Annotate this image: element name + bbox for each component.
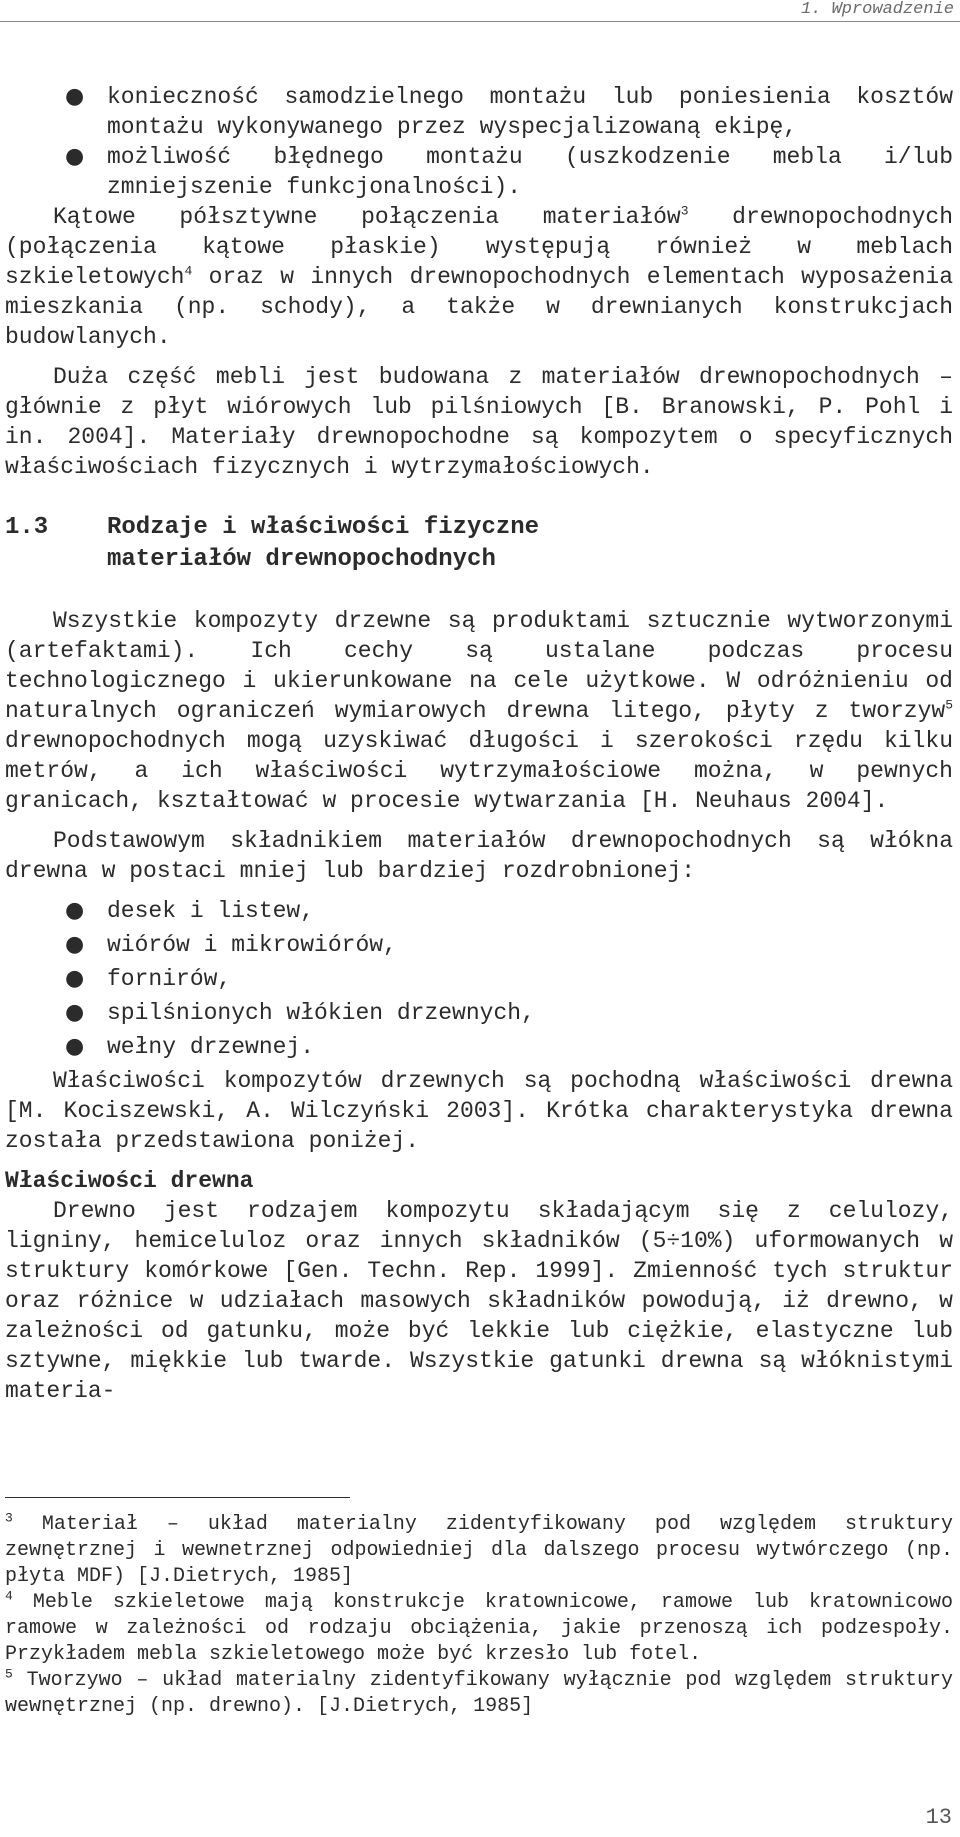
paragraph-composites <box>5 606 953 816</box>
footnote-number: 4 <box>5 1588 13 1604</box>
footnote-number: 5 <box>5 1666 13 1682</box>
footnote-ref-4[interactable]: 4 <box>184 263 193 279</box>
header-rule <box>0 21 960 22</box>
paragraph-text: Kątowe półsztywne połączenia materiałów <box>53 204 681 230</box>
section-title-line: materiałów drewnopochodnych <box>107 546 496 573</box>
paragraph-basic-component: Podstawowym składnikiem materiałów drewnopochodnych są włókna drewna w postaci mniej lub bardziej rozdrobnionej: <box>5 828 953 884</box>
footnote-text: Meble szkieletowe mają konstrukcje kratownicowe, ramowe lub kratownicowo ramowe w zależności od rodzaju obciążenia, jakie przenoszą ich podzespoły. Przykładem mebla szkieletowego może być krzesło lub fotel. <box>5 1591 953 1666</box>
list-item <box>5 964 953 994</box>
main-content <box>5 82 953 1406</box>
bullet-list-drawbacks <box>5 82 953 202</box>
list-item-text: konieczność samodzielnego montażu lub poniesienia kosztów montażu wykonywanego przez wyspecjalizowaną ekipę, <box>107 84 953 140</box>
list-item <box>5 1032 953 1062</box>
footnote-ref-3[interactable]: 3 <box>680 203 689 219</box>
list-item <box>5 142 953 202</box>
section-heading <box>5 512 953 576</box>
bullet-icon: ● <box>65 144 85 169</box>
list-item-text: możliwość błędnego montażu (uszkodzenie mebla i/lub zmniejszenie funkcjonalności). <box>107 144 953 200</box>
footnotes <box>5 1512 953 1720</box>
list-item-text: spilśnionych włókien drzewnych, <box>107 1000 535 1026</box>
bullet-icon: ● <box>65 1000 85 1025</box>
footnote-ref-5[interactable]: 5 <box>945 697 953 713</box>
bullet-icon: ● <box>65 932 85 957</box>
paragraph-text: oraz w innych drewnopochodnych elementach wyposażenia mieszkania (np. schody), a także w drewnianych konstrukcjach budowlanych. <box>5 264 953 350</box>
paragraph-text: drewnopochodnych mogą uzyskiwać długości i szerokości rzędu kilku metrów, a ich właściwości wytrzymałościowe można, w pewnych granicach, kształtować w procesie wytwarzania [H. Neuhaus 2004]. <box>5 728 953 814</box>
section-number: 1.3 <box>5 514 49 541</box>
list-item <box>5 896 953 926</box>
list-item <box>5 82 953 142</box>
bullet-list-wood-forms <box>5 896 953 1062</box>
footnote-text: Tworzywo – układ materialny zidentyfikowany wyłącznie pod względem struktury wewnętrznej (np. drewno). [J.Dietrych, 1985] <box>5 1669 953 1718</box>
page-number: 13 <box>925 1805 952 1830</box>
paragraph-composite-properties: Właściwości kompozytów drzewnych są pochodną właściwości drewna [M. Kociszewski, A. Wilczyński 2003]. Krótka charakterystyka drewna została przedstawiona poniżej. <box>5 1068 953 1154</box>
list-item-text: wiórów i mikrowiórów, <box>107 932 397 958</box>
list-item <box>5 930 953 960</box>
running-header: 1. Wprowadzenie <box>800 0 954 19</box>
paragraph-wood-description: Drewno jest rodzajem kompozytu składającym się z celulozy, ligniny, hemiceluloz oraz innych składników (5÷10%) uformowanych w struktury komórkowe [Gen. Techn. Rep. 1999]. Zmienność tych struktur oraz różnice w udziałach masowych składników powodują, iż drewno, w zależności od gatunku, może być lekkie lub ciężkie, elastyczne lub sztywne, miękkie lub twarde. Wszystkie gatunki drewna są włóknistymi materia- <box>5 1198 953 1404</box>
footnote-4 <box>5 1590 953 1668</box>
list-item-text: desek i listew, <box>107 898 315 924</box>
paragraph-text: Wszystkie kompozyty drzewne są produktami sztucznie wytworzonymi (artefaktami). Ich cechy są ustalane podczas procesu technologicznego i ukierunkowane na cele użytkowe. W odróżnieniu od naturalnych ograniczeń wymiarowych drewna litego, płyty z tworzyw <box>5 608 953 724</box>
bullet-icon: ● <box>65 84 85 109</box>
paragraph-furniture-materials: Duża część mebli jest budowana z materiałów drewnopochodnych – głównie z płyt wiórowych lub pilśniowych [B. Branowski, P. Pohl i in. 2004]. Materiały drewnopochodne są kompozytem o specyficznych właściwościach fizycznych i wytrzymałościowych. <box>5 364 953 480</box>
bullet-icon: ● <box>65 898 85 923</box>
footnote-3 <box>5 1512 953 1590</box>
list-item-text: wełny drzewnej. <box>107 1034 315 1060</box>
paragraph-angle-joints <box>5 202 953 352</box>
bullet-icon: ● <box>65 1034 85 1059</box>
subheading-wood-properties: Właściwości drewna <box>5 1168 254 1194</box>
section-title-line: Rodzaje i właściwości fizyczne <box>107 514 540 541</box>
bullet-icon: ● <box>65 966 85 991</box>
footnote-number: 3 <box>5 1510 13 1526</box>
footnote-text: Materiał – układ materialny zidentyfikowany pod względem struktury zewnętrznej i wewnetrznej odpowiedniej dla dalszego procesu wytwórczego (np. płyta MDF) [J.Dietrych, 1985] <box>5 1513 953 1588</box>
footnote-5 <box>5 1668 953 1720</box>
list-item <box>5 998 953 1028</box>
paragraph-text: drewnopochodnych (połączenia kątowe płaskie) występują również w meblach szkieletowych <box>5 204 953 290</box>
footnote-separator <box>5 1497 350 1498</box>
list-item-text: fornirów, <box>107 966 232 992</box>
